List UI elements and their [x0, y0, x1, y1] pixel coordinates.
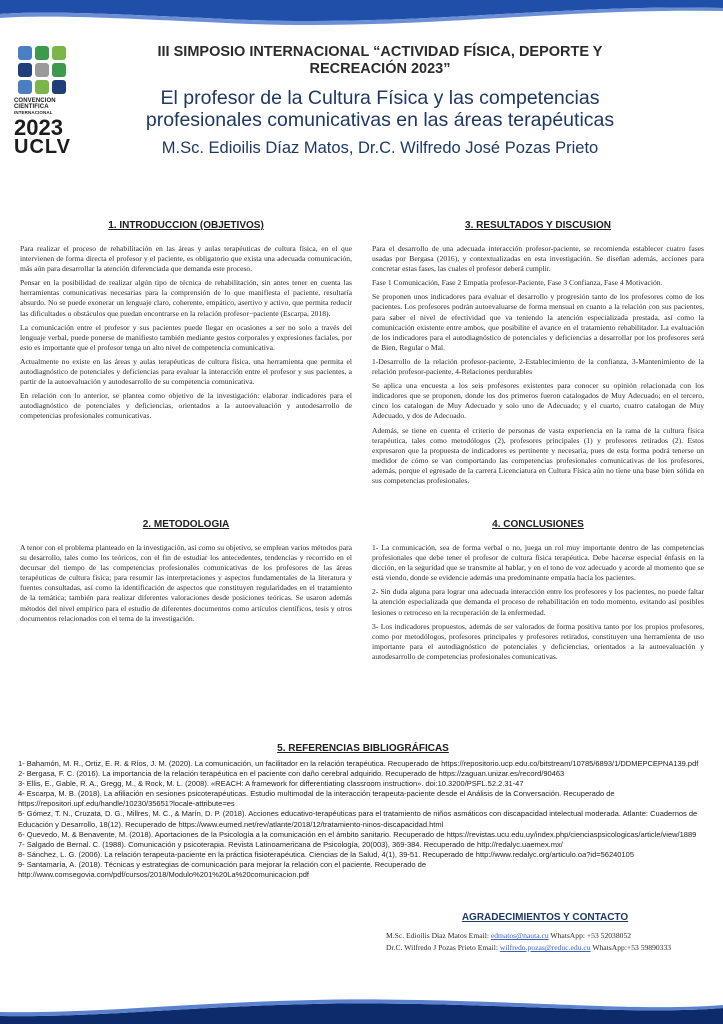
conclusions-paragraph: 3- Los indicadores propuestos, además de ser valorados de forma positiva tanto por los propios profesores, como por metodólogos, profesores principales y profesores retirados, constituyen una herramienta de uso importante para el autodiagnóstico de potenciales y deficiencias, orientados a la autoevaluación y autodesarrollo de competencias profesionales comunicativas. [372, 621, 704, 661]
methodology-heading: 2. METODOLOGIA [142, 519, 230, 530]
reference-item: 9- Santamaría, A. (2018). Técnicas y estrategias de comunicación para mejorar la relación con el paciente. Recuperado de http://www.comsegovia.com/pdf/cursos/2018/Modulo%201%20La%20comunicacion.pdf [18, 859, 427, 880]
conclusions-paragraph: 1- La comunicación, sea de forma verbal o no, juega un rol muy importante dentro de las competencias profesionales que debe tener el profesor de cultura física terapéutica. Debe hacerse especial énfasis en la dicción, en la seguridad que se transmite al hablar, y en el tono de voz adecuado y acorde al momento que se está viendo, donde se evidencie además una predominante empatía hacia los pacientes. [372, 543, 704, 583]
logo-square [52, 80, 66, 94]
logo-line3: INTERNACIONAL [14, 110, 53, 115]
contact-whatsapp: WhatsApp: +53 52038052 [548, 931, 632, 940]
reference-item: 5- Gómez, T. N., Cruzata, D. G., Millres, M. C., & Marín, D. P. (2018). Acciones educativo-terapéuticas para el tratamiento de niños asmáticos con discapacidad intelectual moderada. Atlante: Cuadernos de Educación y Desarrollo, 18(12). Recuperado de https://www.eumed.net/rev/atlante/2018/12/tratamiento-ninos-discapacidad.html [18, 809, 698, 829]
logo-line1: CONVENCION [14, 98, 56, 104]
results-paragraph: Fase 1 Comunicación, Fase 2 Empatía profesor-Paciente, Fase 3 Confianza, Fase 4 Motivación. [372, 278, 663, 288]
contact-section [380, 912, 710, 954]
introduction-section [20, 220, 352, 426]
reference-item: 6- Quevedo, M. & Benavente, M. (2018). Aportaciones de la Psicología a la comunicación en el ámbito sanitario. Recuperado de https://revistas.ucu.edu.uy/index.php/cienciaspsicologicas/article/view/1889 [18, 829, 697, 839]
symposium-title: III SIMPOSIO INTERNACIONAL “ACTIVIDAD FÍSICA, DEPORTE Y RECREACIÓN 2023” [157, 44, 603, 77]
results-paragraph: Se aplica una encuesta a los seis profesores existentes para conocer su opinión relacionada con los indicadores que se proponen, donde los dos primeros fueron catalogados de Muy Adecuado; en el tercero, cinco los catalogan de Muy Adecuado y solo uno de Adecuado; y el cuarto, cuatro catalogan de Muy Adecuado, y dos de Adecuado. [372, 381, 704, 421]
logo-square [52, 46, 66, 60]
logo-mark-icon [18, 46, 74, 94]
results-section [372, 220, 704, 490]
logo-square [18, 80, 32, 94]
logo-square [52, 63, 66, 77]
contact-name: M.Sc. Edioilis Díaz Matos Email: [386, 931, 491, 940]
logo-square [18, 63, 32, 77]
email-link[interactable]: wilfredo.pozas@reduc.edu.cu [499, 943, 591, 952]
contact-row [380, 942, 710, 954]
reference-item: 2- Bergasa, F. C. (2016). La importancia de la relación terapéutica en el paciente con daño cerebral adquirido. Recuperado de https://zaguan.unizar.es/record/90463 [18, 769, 565, 779]
logo-square [35, 63, 49, 77]
logo-year: 2023 [14, 115, 63, 140]
top-wave-decoration [0, 0, 723, 28]
methodology-paragraph: A tenor con el problema planteado en la investigación, así como su objetivo, se emplean varios métodos para su desarrollo, tales como los teóricos, con el fin de estudiar los antecedentes, tendencias y recorrido en el decursar del tiempo de las competencias profesionales comunicativas de los profesores de las áreas terapéuticas de cultura física; para resumir las interpretaciones y aspectos fundamentales de la literatura y fuentes consultadas, así como la identificación de aspectos que constituyen regularidades en el tratamiento de la temática; también para realizar diferentes valoraciones desde posiciones teóricas. Se usaron además métodos del nivel empírico para el estudio de diferentes documentos como artículos científicos, tesis y otros documentos relacionados con el tema de la investigación. [20, 543, 352, 623]
contact-name: Dr.C. Wilfredo J Pozas Prieto Email: [386, 943, 500, 952]
results-paragraph: Se proponen unos indicadores para evaluar el desarrollo y progresión tanto de los profesores como de los pacientes. Los profesores podrán autoevaluarse de forma mensual en cuanto a la relación con sus pacientes, para saber el nivel de efectividad que va teniendo la atención especializada prestada, así como la comunicación existente entre ambos, que posibilite el avance en el tratamiento rehabilitador. La evaluación de los indicadores para el autodiagnóstico de potenciales y deficiencias a desarrollar por los profesores será de Bien, Regular o Mal. [372, 292, 704, 352]
contact-whatsapp: WhatsApp:+53 59890333 [590, 943, 672, 952]
reference-item: 4- Escarpa, M. B. (2018). La afiliación en sesiones psicoterapéuticas. Estudio multimodal de la interacción terapeuta-paciente desde el Análisis de la Conversación. Recuperado de https://repositori.upf.edu/handle/10230/35651?locale-attribute=es [18, 789, 615, 809]
results-paragraph: Para el desarrollo de una adecuada interacción profesor-paciente, se recomienda establecer cuatro fases usadas por Bergasa (2016), y contextualizadas en esta investigación. Se diseñan además, acciones para concretar estas fases, las cuales el profesor deberá cumplir. [372, 244, 704, 274]
conclusions-heading: 4. CONCLUSIONES [492, 519, 584, 530]
references-section [18, 743, 708, 880]
contact-heading: AGRADECIMIENTOS Y CONTACTO [461, 912, 629, 923]
intro-paragraph: En relación con lo anterior, se plantea como objetivo de la investigación: elaborar indicadores para el autodiagnóstico de potenciales y deficiencias, orientados a la autoevaluación y autodesarrollo de competencias profesionales comunicativas. [20, 391, 352, 421]
logo-square [18, 46, 32, 60]
logo-square [35, 46, 49, 60]
bottom-wave-decoration [0, 994, 723, 1024]
reference-item: 7- Salgado de Bernal. C. (1988). Comunicación y psicoterapia. Revista Latinoamericana de Psicología, 20(003), 369-384. Recuperado de http://redalyc.uaemex.mx/ [18, 839, 563, 849]
email-link[interactable]: edmatos@nauta.cu [490, 931, 549, 940]
intro-paragraph: Para realizar el proceso de rehabilitación en las áreas y aulas terapéuticas de cultura física, en el que intervienen de forma directa el profesor y el paciente, es obligatorio que exista una adecuada comunicación, más aún para desarrollar la atención diferenciada que demanda este proceso. [20, 244, 352, 274]
conclusions-section [372, 519, 704, 666]
results-paragraph: 1-Desarrollo de la relación profesor-paciente, 2-Establecimiento de la confianza, 3-Mantenimiento de la relación profesor-paciente, 4-Relaciones perdurables [372, 356, 704, 377]
results-paragraph: Además, se tiene en cuenta el criterio de personas de vasta experiencia en la rama de la cultura física terapéutica, tales como metodólogos (2), profesores principales (1) y profesores retirados (2). Estos expresaron que la propuesta de indicadores es pertinente y necesaria, pues de esta forma podrá tenerse un medidor de cómo se van comportando las competencias profesionales comunicativas de los profesores, además, porque el egresado de la carrera Licenciatura en Cultura Física aún no tiene una base bien sólida en sus competencias profesionales. [372, 425, 704, 485]
poster-authors: M.Sc. Edioilis Díaz Matos, Dr.C. Wilfredo José Pozas Prieto [161, 139, 599, 157]
reference-item: 3- Ellis, E., Gable, R. A., Gregg, M., & Rock, M. L. (2008). «REACH: A framework for differentiating classroom instruction». doi:10.3200/PSFL.52.2.31-47 [18, 779, 524, 789]
introduction-heading: 1. INTRODUCCION (OBJETIVOS) [108, 220, 264, 231]
logo-square [35, 80, 49, 94]
intro-paragraph: Pensar en la posibilidad de realizar algún tipo de técnica de rehabilitación, sin antes tener en cuenta las herramientas comunicativas necesarias para la comprensión de lo que manifiesta el paciente, resultaría absurdo. No se puede exonerar un lenguaje claro, coherente, empático, asertivo y activo, que permita reducir las dificultades o obstáculos que puedan encontrarse en la relación profesor−paciente (Escarpa, 2018). [20, 278, 352, 318]
contact-row [380, 930, 710, 942]
reference-item: 1- Bahamón, M. R., Ortiz, E. R. & Ríos, J. M. (2020). La comunicación, un facilitador en la relación terapéutica. Recuperado de https://repositorio.ucp.edu.co/bitstream/10785/6893/1/DDMEPCEPNA139.pdf [18, 759, 699, 768]
convention-logo [14, 46, 74, 156]
intro-paragraph: La comunicación entre el profesor y sus pacientes puede llegar en ocasiones a ser no solo a través del lenguaje verbal, puede ponerse de manifiesto también mediante gestos corporales y expresiones faciales, por esto es importante que el profesor tenga un alto nivel de competencia comunicativa. [20, 322, 352, 352]
results-heading: 3. RESULTADOS Y DISCUSION [465, 220, 611, 231]
logo-org: UCLV [14, 136, 71, 158]
poster-title: El profesor de la Cultura Física y las competencias profesionales comunicativas en las áreas terapéuticas [145, 87, 615, 131]
conclusions-paragraph: 2- Sin duda alguna para lograr una adecuada interacción entre los profesores y los pacientes, no puede faltar la atención especializada que demanda el proceso de rehabilitación en todo momento, evitando así posibles lesiones o retroceso en la recuperación de la enfermedad. [372, 587, 704, 617]
intro-paragraph: Actualmente no existe en las áreas y aulas terapéuticas de cultura física, una herramienta que permita el autodiagnóstico de potenciales y deficiencias para evaluar la interacción entre el profesor y sus pacientes, a partir de la autoevaluación y autodesarrollo de su competencia comunicativa. [20, 356, 352, 387]
logo-line2: CIENTIFICA [14, 104, 49, 110]
reference-item: 8- Sánchez, L. G. (2006). La relación terapeuta-paciente en la práctica fisioterapéutica. Ciencias de la Salud, 4(1), 39-51. Recuperado de http://www.redalyc.org/articulo.oa?id=56240105 [18, 849, 634, 859]
methodology-section [20, 519, 352, 628]
references-heading: 5. REFERENCIAS BIBLIOGRÁFICAS [277, 743, 449, 754]
